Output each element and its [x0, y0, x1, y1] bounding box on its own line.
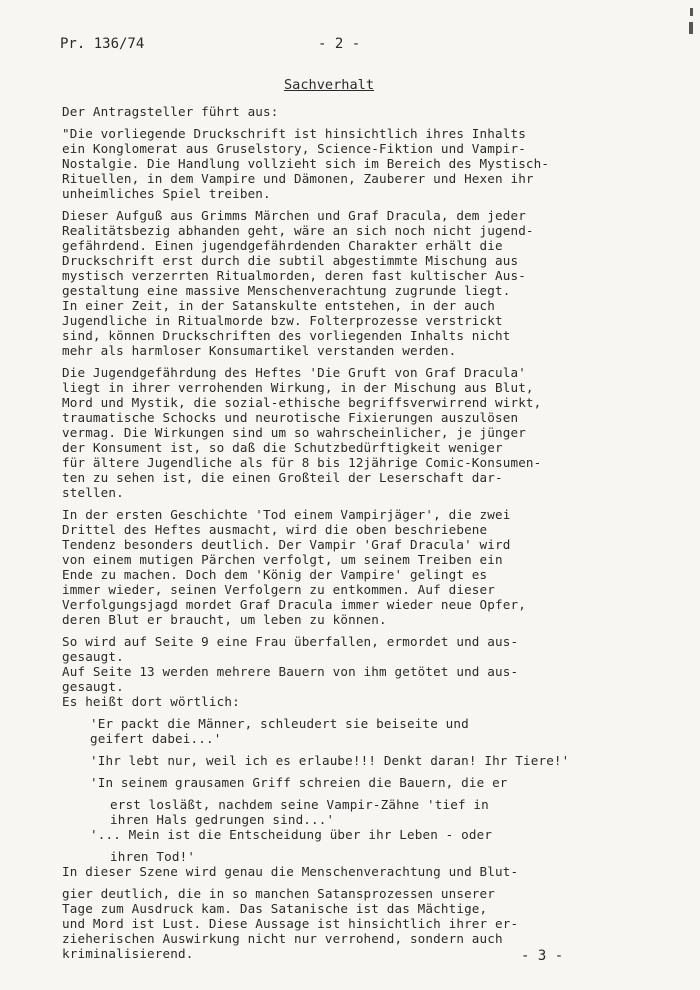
intro-line: Der Antragsteller führt aus: [62, 104, 279, 119]
scan-mark [690, 8, 693, 16]
text-line: der Konsument ist, so daß die Schutzbedürftigkeit weniger [62, 440, 503, 455]
next-page-marker: - 3 - [521, 948, 564, 964]
text-line: Dieser Aufguß aus Grimms Märchen und Graf Dracula, dem jeder [62, 208, 526, 223]
text-line: Mord und Mystik, die sozial-ethische begriffsverwirrend wirkt, [62, 395, 542, 410]
text-line: von einem mutigen Pärchen verfolgt, um seinem Treiben ein [62, 552, 503, 567]
quote-line: 'In seinem grausamen Griff schreien die Bauern, die er [90, 775, 508, 790]
text-line: gesaugt. [62, 649, 124, 664]
text-line: Jugendliche in Ritualmorde bzw. Folterprozesse verstrickt [62, 313, 503, 328]
text-line: mehr als harmloser Konsumartikel verstanden werden. [62, 343, 457, 358]
text-line: gefährdend. Einen jugendgefährdenden Charakter erhält die [62, 238, 503, 253]
text-line: vermag. Die Wirkungen sind um so wahrscheinlicher, je jünger [62, 425, 526, 440]
text-line: Nostalgie. Die Handlung vollzieht sich im Bereich des Mystisch- [62, 156, 550, 171]
text-line: Verfolgungsjagd mordet Graf Dracula immer wieder neue Opfer, [62, 597, 526, 612]
section-title: Sachverhalt [284, 77, 375, 93]
quote-line: 'Ihr lebt nur, weil ich es erlaube!!! Denkt daran! Ihr Tiere!' [90, 753, 570, 768]
text-line: gestaltung eine massive Menschenverachtung zugrunde liegt. [62, 283, 511, 298]
text-line: Tendenz besonders deutlich. Der Vampir 'Graf Dracula' wird [62, 537, 511, 552]
text-line: und Mord ist Lust. Diese Aussage ist hinsichtlich ihrer er- [62, 916, 519, 931]
text-line: Es heißt dort wörtlich: [62, 694, 240, 709]
text-line: Ende zu machen. Doch dem 'König der Vampire' gelingt es [62, 567, 488, 582]
text-line: So wird auf Seite 9 eine Frau überfallen, ermordet und aus- [62, 634, 519, 649]
text-line: Drittel des Heftes ausmacht, wird die oben beschriebene [62, 522, 488, 537]
text-line: Realitätsbezig abhanden geht, wäre an sich noch nicht jugend- [62, 223, 534, 238]
text-line: unheimliches Spiel treiben. [62, 186, 271, 201]
page-number: - 2 - [318, 36, 361, 52]
text-line: Druckschrift erst durch die subtil abgestimmte Mischung aus [62, 253, 519, 268]
quote-line: erst losläßt, nachdem seine Vampir-Zähne 'tief in [110, 797, 489, 812]
text-line: In der ersten Geschichte 'Tod einem Vampirjäger', die zwei [62, 507, 511, 522]
text-line: gier deutlich, die in so manchen Satansprozessen unserer [62, 886, 495, 901]
text-line: Tage zum Ausdruck kam. Das Satanische ist das Mächtige, [62, 901, 488, 916]
text-line: In einer Zeit, in der Satanskulte entstehen, in der auch [62, 298, 495, 313]
text-line: für ältere Jugendliche als für 8 bis 12jährige Comic-Konsumen- [62, 455, 542, 470]
quote-line: '... Mein ist die Entscheidung über ihr Leben - oder [90, 827, 493, 842]
text-line: stellen. [62, 485, 124, 500]
quote-line: geifert dabei...' [90, 731, 222, 746]
text-line: mystisch verzerrten Ritualmorden, deren fast kultischer Aus- [62, 268, 526, 283]
text-line: zieherischen Auswirkung nicht nur verrohend, sondern auch [62, 931, 503, 946]
text-line: gesaugt. [62, 679, 124, 694]
text-line: In dieser Szene wird genau die Menschenverachtung und Blut- [62, 864, 519, 879]
quote-line: 'Er packt die Männer, schleudert sie beiseite und [90, 716, 469, 731]
text-line: "Die vorliegende Druckschrift ist hinsichtlich ihres Inhalts [62, 126, 526, 141]
text-line: ein Konglomerat aus Gruselstory, Science-Fiktion und Vampir- [62, 141, 526, 156]
text-line: Rituellen, in dem Vampire und Dämonen, Zauberer und Hexen ihr [62, 171, 534, 186]
text-line: traumatische Schocks und neurotische Fixierungen auszulösen [62, 410, 519, 425]
reference-number: Pr. 136/74 [60, 36, 145, 52]
text-line: immer wieder, seinen Verfolgern zu entkommen. Auf dieser [62, 582, 495, 597]
quote-line: ihren Hals gedrungen sind...' [110, 812, 335, 827]
text-line: ten zu sehen ist, die einen Großteil der Leserschaft dar- [62, 470, 503, 485]
text-line: Auf Seite 13 werden mehrere Bauern von ihm getötet und aus- [62, 664, 519, 679]
quote-line: ihren Tod!' [110, 849, 196, 864]
text-line: liegt in ihrer verrohenden Wirkung, in der Mischung aus Blut, [62, 380, 534, 395]
text-line: deren Blut er braucht, um leben zu können. [62, 612, 387, 627]
text-line: kriminalisierend. [62, 946, 194, 961]
scan-mark [689, 22, 693, 34]
text-line: sind, können Druckschriften des vorliegenden Inhalts nicht [62, 328, 511, 343]
text-line: Die Jugendgefährdung des Heftes 'Die Gruft von Graf Dracula' [62, 365, 526, 380]
